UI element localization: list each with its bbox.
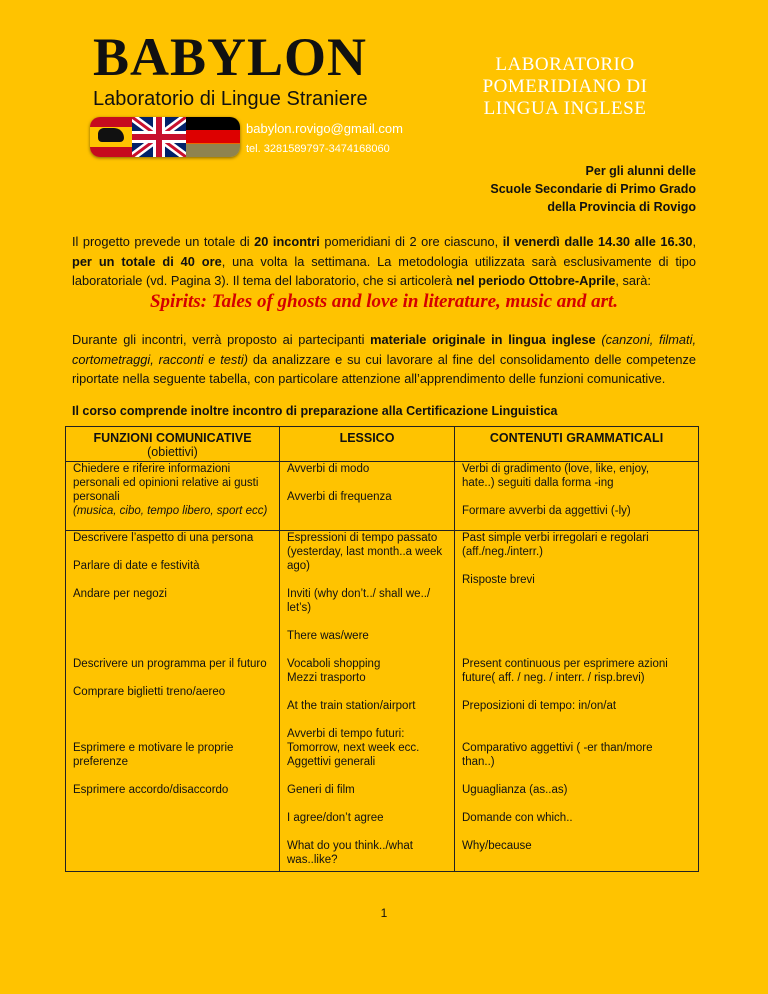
cell-line: Domande con which..	[462, 812, 573, 824]
table-cell	[66, 462, 280, 531]
table-cell	[280, 462, 455, 531]
bull-icon	[98, 128, 124, 142]
skyline-icon	[186, 144, 240, 157]
audience-line: della Provincia di Rovigo	[547, 200, 696, 214]
cell-line: Risposte brevi	[462, 574, 535, 586]
header-grammatica: CONTENUTI GRAMMATICALI	[455, 427, 699, 462]
cell-line: Past simple verbi irregolari e regolari	[462, 532, 649, 544]
cell-line: (yesterday, last month..a week	[287, 546, 443, 558]
table-cell	[66, 531, 280, 872]
table-cell	[455, 462, 699, 531]
cell-line: personali	[73, 491, 120, 503]
header-lessico: LESSICO	[280, 427, 455, 462]
cell-line: Avverbi di modo	[287, 463, 370, 475]
header-label: FUNZIONI COMUNICATIVE	[93, 431, 252, 445]
cell-line: What do you think../what	[287, 840, 413, 852]
competences-table	[65, 426, 699, 872]
cell-line: Preposizioni di tempo: in/on/at	[462, 700, 617, 712]
cell-line: let’s)	[287, 602, 312, 614]
intro-bold: nel periodo Ottobre-Aprile	[456, 273, 616, 288]
cell-line: Aggettivi generali	[287, 756, 376, 768]
page-number: 1	[380, 906, 388, 920]
cell-line: Avverbi di frequenza	[287, 491, 392, 503]
table-cell	[280, 531, 455, 872]
cell-line: Espressioni di tempo passato	[287, 532, 438, 544]
cell-line: Comparativo aggettivi ( -er than/more	[462, 742, 653, 754]
cell-line: Verbi di gradimento (love, like, enjoy,	[462, 463, 650, 475]
cell-line: Tomorrow, next week ecc.	[287, 742, 420, 754]
contact-email[interactable]: babylon.rovigo@gmail.com	[246, 121, 403, 136]
cell-line: (aff./neg./interr.)	[462, 546, 543, 558]
cell-line: than..)	[462, 756, 495, 768]
lab-title	[470, 54, 660, 120]
cell-line: Inviti (why don’t../ shall we../	[287, 588, 431, 600]
lab-title-line: LINGUA INGLESE	[483, 98, 647, 119]
description-italic: (canzoni, filmati, cortometraggi, racconti e testi)	[72, 332, 696, 367]
cell-line: Uguaglianza (as..as)	[462, 784, 568, 796]
theme-title: Spirits: Tales of ghosts and love in literature, music and art.	[149, 291, 619, 312]
intro-bold: il venerdì dalle 14.30 alle 16.30	[502, 234, 693, 249]
lab-title-line: LABORATORIO	[495, 54, 635, 75]
cell-line: I agree/don’t agree	[287, 812, 384, 824]
cell-line: (musica, cibo, tempo libero, sport ecc)	[73, 505, 268, 517]
contact-phone: tel. 3281589797-3474168060	[246, 143, 390, 155]
cell-line: Chiedere e riferire informazioni	[73, 463, 231, 475]
table-row	[66, 531, 699, 872]
intro-text: , una volta la settimana. La metodologia utilizzata sarà esclusivamente di tipo laboratoriale (vd. Pagina 3). Il tema del laboratorio, che si articolerà	[72, 253, 697, 288]
cell-line: Vocaboli shopping	[287, 658, 381, 670]
cell-line: Andare per negozi	[73, 588, 167, 600]
audience-block	[490, 162, 696, 216]
cell-line: Why/because	[462, 840, 532, 852]
cell-line: future( aff. / neg. / interr. / risp.brevi)	[462, 672, 645, 684]
intro-text: ,	[692, 234, 697, 249]
header-funzioni	[66, 427, 280, 462]
table-cell	[455, 531, 699, 872]
intro-text: , sarà:	[615, 273, 651, 288]
uk-flag-icon	[132, 117, 186, 157]
audience-line: Scuole Secondarie di Primo Grado	[490, 182, 696, 196]
cell-line: was..like?	[287, 854, 338, 866]
description-text: Durante gli incontri, verrà proposto ai partecipanti	[72, 332, 371, 347]
cell-line: Generi di film	[287, 784, 355, 796]
cell-line: Descrivere l’aspetto di una persona	[73, 532, 254, 544]
cell-line: Descrivere un programma per il futuro	[73, 658, 267, 670]
header-sublabel: (obiettivi)	[147, 445, 198, 459]
cell-line: Formare avverbi da aggettivi (-ly)	[462, 505, 631, 517]
logo-title: BABYLON	[93, 27, 368, 87]
intro-bold: per un totale di 40 ore	[72, 253, 222, 269]
cell-line: There was/were	[287, 630, 369, 642]
cell-line: hate..) seguiti dalla forma -ing	[462, 477, 614, 489]
cell-line: At the train station/airport	[287, 700, 416, 712]
table-header-row	[66, 427, 699, 462]
cell-line: Comprare biglietti treno/aereo	[73, 686, 226, 698]
cell-line: preferenze	[73, 756, 128, 768]
description-text: da analizzare e su cui lavorare al fine del consolidamento delle competenze riportate nella seguente tabella, con particolare attenzione all’apprendimento delle funzioni comunicative.	[72, 351, 696, 386]
cell-line: Present continuous per esprimere azioni	[462, 658, 668, 670]
audience-line: Per gli alunni delle	[585, 164, 696, 178]
course-note: Il corso comprende inoltre incontro di preparazione alla Certificazione Linguistica	[72, 404, 558, 418]
cell-line: Esprimere e motivare le proprie	[73, 742, 234, 754]
logo-subtitle: Laboratorio di Lingue Straniere	[93, 88, 368, 110]
lab-title-line: POMERIDIANO DI	[482, 76, 648, 97]
cell-line: Mezzi trasporto	[287, 672, 366, 684]
spain-flag-icon	[90, 117, 132, 157]
description-bold: materiale originale in lingua inglese	[370, 332, 596, 347]
description-paragraph	[72, 330, 696, 389]
intro-text: pomeridiani di 2 ore ciascuno,	[319, 234, 503, 249]
cell-line: Avverbi di tempo futuri:	[287, 728, 405, 740]
germany-flag-icon	[186, 117, 240, 157]
intro-bold: 20 incontri	[254, 234, 320, 249]
cell-line: Esprimere accordo/disaccordo	[73, 784, 229, 796]
intro-paragraph	[72, 232, 696, 291]
cell-line: personali ed opinioni relative ai gusti	[73, 477, 259, 489]
cell-line: ago)	[287, 560, 311, 572]
logo-flags-image	[90, 117, 240, 157]
cell-line: Parlare di date e festività	[73, 560, 200, 572]
intro-text: Il progetto prevede un totale di	[72, 234, 255, 249]
table-row	[66, 462, 699, 531]
